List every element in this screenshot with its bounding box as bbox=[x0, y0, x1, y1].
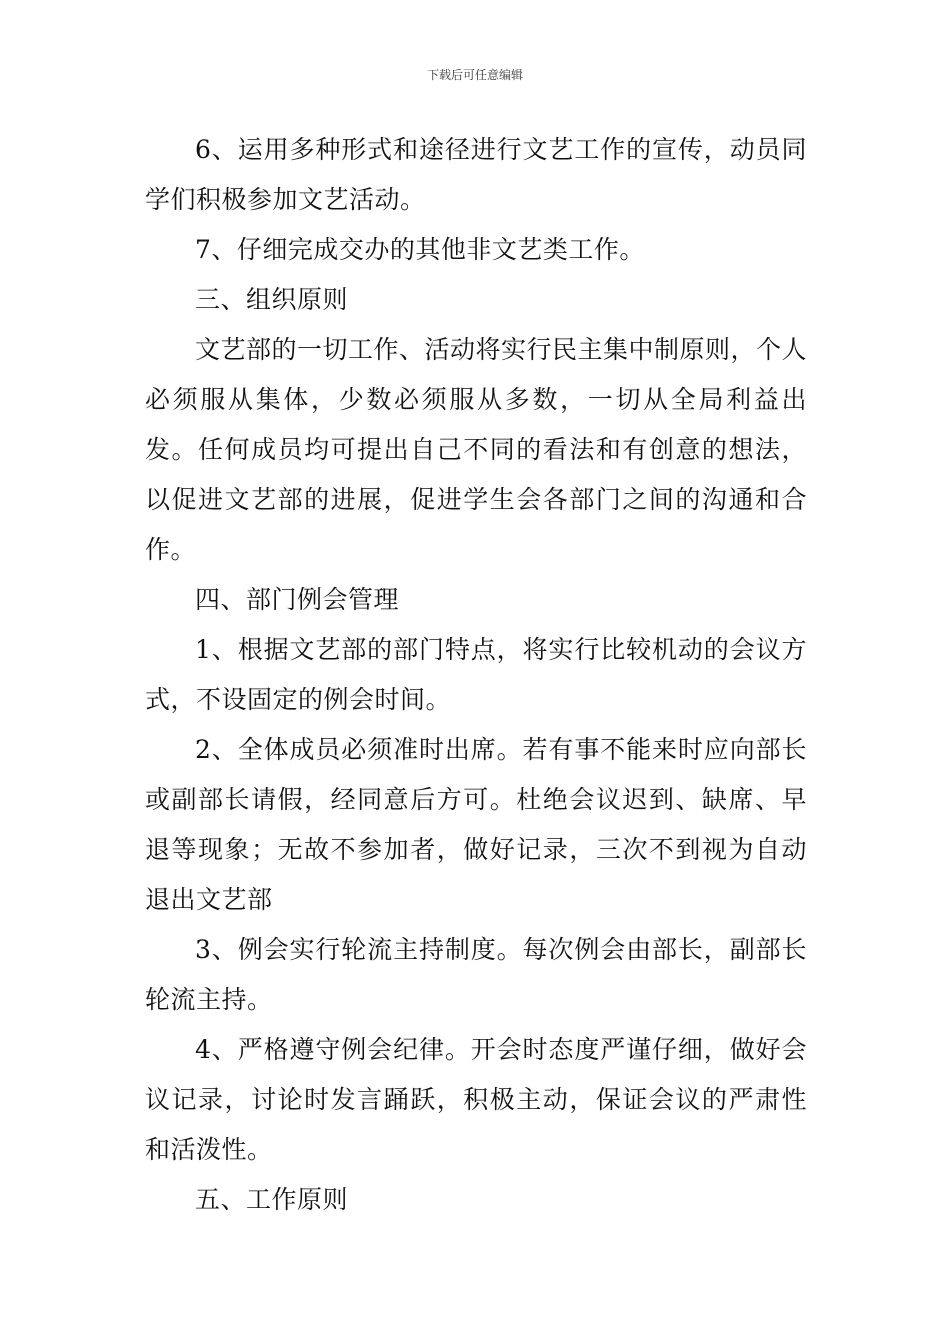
paragraph-item-6: 6、运用多种形式和途径进行文艺工作的宣传，动员同学们积极参加文艺活动。 bbox=[145, 135, 807, 214]
paragraph-item-7: 7、仔细完成交办的其他非文艺类工作。 bbox=[195, 235, 645, 264]
paragraph-meeting-item-3: 3、例会实行轮流主持制度。每次例会由部长，副部长轮流主持。 bbox=[145, 935, 807, 1014]
paragraph-organization-principles: 文艺部的一切工作、活动将实行民主集中制原则，个人必须服从集体，少数必须服从多数，一切从全局利益出发。任何成员均可提出自己不同的看法和有创意的想法，以促进文艺部的进展，促进学生会各部门之间的沟通和合作。 bbox=[145, 335, 808, 564]
paragraph-meeting-item-4: 4、严格遵守例会纪律。开会时态度严谨仔细，做好会议记录，讨论时发言踊跃，积极主动，保证会议的严肃性和活泼性。 bbox=[145, 1035, 807, 1164]
document-body bbox=[145, 125, 807, 1225]
section-heading-work-principles: 五、工作原则 bbox=[195, 1185, 349, 1214]
section-heading-meeting-management: 四、部门例会管理 bbox=[195, 585, 400, 614]
paragraph-meeting-item-1: 1、根据文艺部的部门特点，将实行比较机动的会议方式，不设固定的例会时间。 bbox=[145, 635, 807, 714]
paragraph-meeting-item-2: 2、全体成员必须准时出席。若有事不能来时应向部长或副部长请假，经同意后方可。杜绝会议迟到、缺席、早退等现象；无故不参加者，做好记录，三次不到视为自动退出文艺部 bbox=[145, 735, 807, 914]
page-header: 下载后可任意编辑 bbox=[426, 68, 523, 82]
section-heading-organization-principles: 三、组织原则 bbox=[195, 285, 349, 314]
